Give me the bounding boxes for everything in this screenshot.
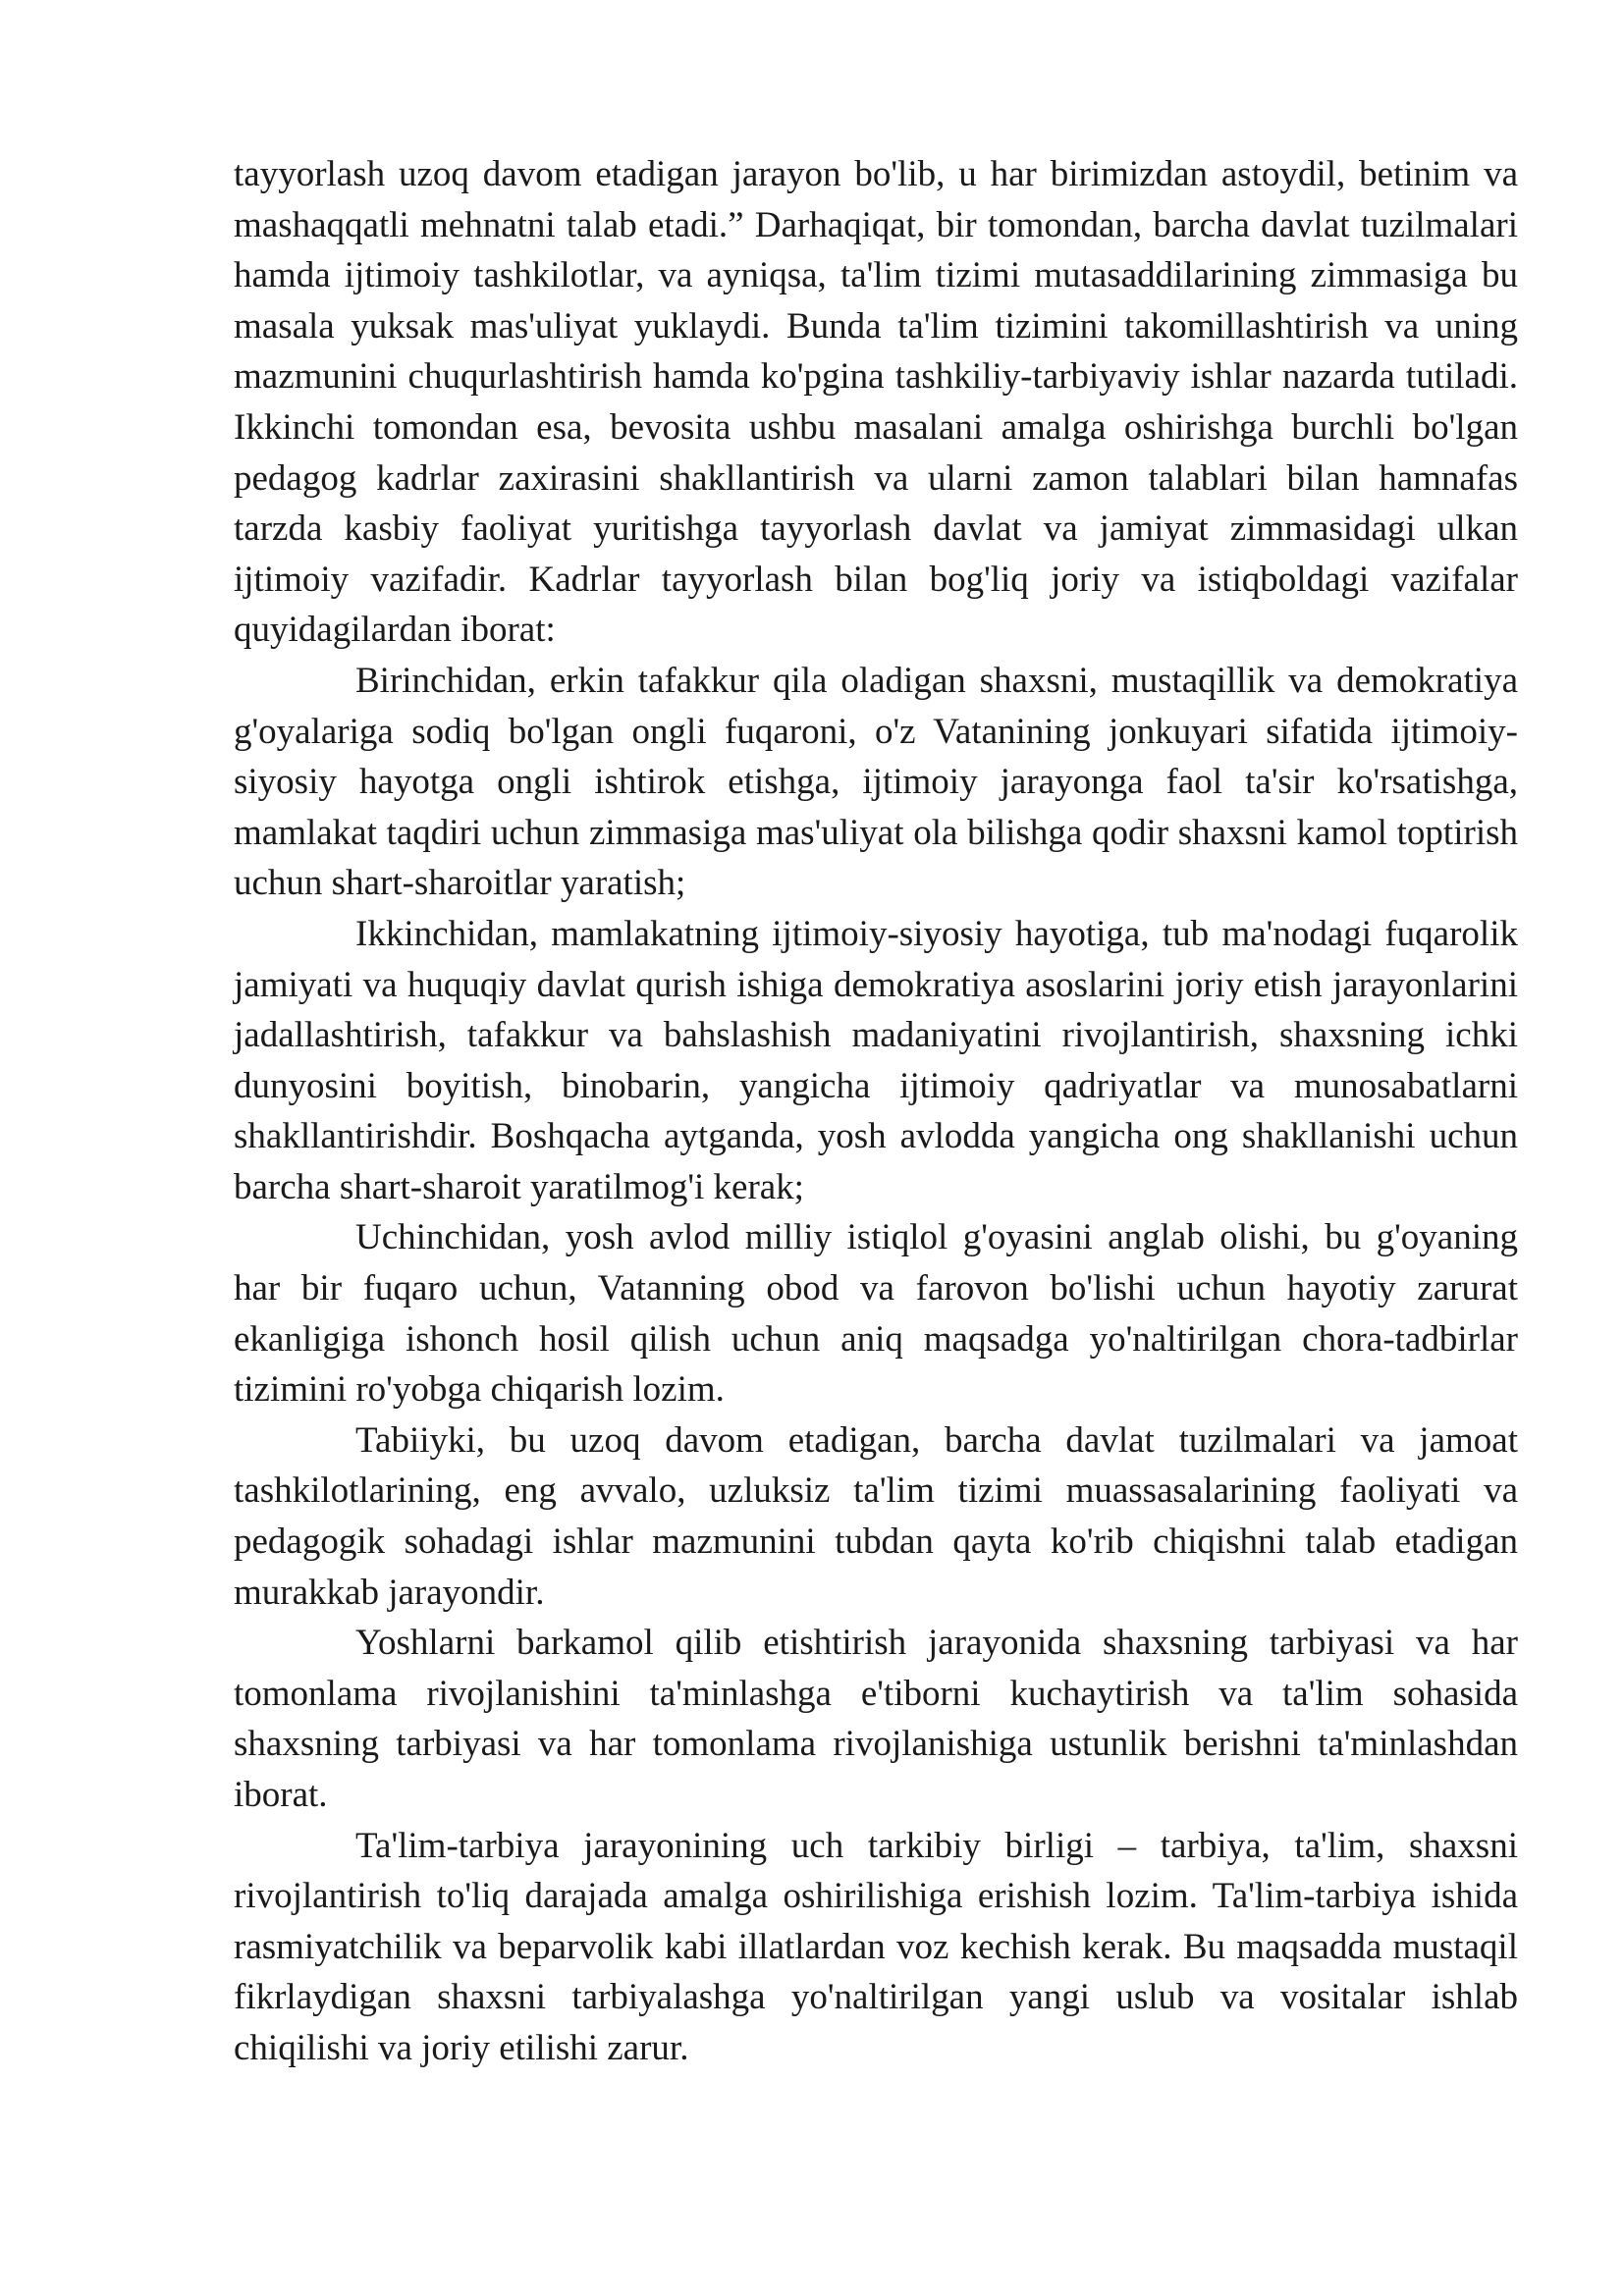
- paragraph-yoshlarni: Yoshlarni barkamol qilib etishtirish jarayonida shaxsning tarbiyasi va har tomonlama rivojlanishini ta'minlashga e'tiborni kuchaytirish va ta'lim sohasida shaxsning tarbiyasi va har tomonlama rivojlanishiga ustunlik berishni ta'minlashdan iborat.: [234, 1623, 1518, 1815]
- body-text: [234, 149, 1518, 2074]
- paragraph-ikkinchidan: Ikkinchidan, mamlakatning ijtimoiy-siyosiy hayotiga, tub ma'nodagi fuqarolik jamiyati va huquqiy davlat qurish ishiga demokratiya asoslarini joriy etish jarayonlarini jadallashtirish, tafakkur va bahslashish madaniyatini rivojlantirish, shaxsning ichki dunyosini boyitish, binobarin, yangicha ijtimoiy qadriyatlar va munosabatlarni shakllantirishdir. Boshqacha aytganda, yosh avlodda yangicha ong shakllanishi uchun barcha shart-sharoit yaratilmog'i kerak;: [234, 913, 1518, 1207]
- paragraph-birinchidan: Birinchidan, erkin tafakkur qila oladigan shaxsni, mustaqillik va demokratiya g'oyalariga sodiq bo'lgan ongli fuqaroni, o'z Vatanining jonkuyari sifatida ijtimoiy-siyosiy hayotga ongli ishtirok etishga, ijtimoiy jarayonga faol ta'sir ko'rsatishga, mamlakat taqdiri uchun zimmasiga mas'uliyat ola bilishga qodir shaxsni kamol toptirish uchun shart-sharoitlar yaratish;: [234, 660, 1518, 904]
- paragraph-uchinchidan: Uchinchidan, yosh avlod milliy istiqlol g'oyasini anglab olishi, bu g'oyaning har bir fuqaro uchun, Vatanning obod va farovon bo'lishi uchun hayotiy zarurat ekanligiga ishonch hosil qilish uchun aniq maqsadga yo'naltirilgan chora-tadbirlar tizimini ro'yobga chiqarish lozim.: [234, 1217, 1518, 1411]
- paragraph-talim-tarbiya: Ta'lim-tarbiya jarayonining uch tarkibiy birligi – tarbiya, ta'lim, shaxsni rivojlantirish to'liq darajada amalga oshirilishiga erishish lozim. Ta'lim-tarbiya ishida rasmiyatchilik va beparvolik kabi illatlardan voz kechish kerak. Bu maqsadda mustaqil fikrlaydigan shaxsni tarbiyalashga yo'naltirilgan yangi uslub va vositalar ishlab chiqilishi va joriy etilishi zarur.: [234, 1825, 1518, 2068]
- paragraph-continuation: tayyorlash uzoq davom etadigan jarayon bo'lib, u har birimizdan astoydil, betinim va mashaqqatli mehnatni talab etadi.” Darhaqiqat, bir tomondan, barcha davlat tuzilmalari hamda ijtimoiy tashkilotlar, va ayniqsa, ta'lim tizimi mutasaddilarining zimmasiga bu masala yuksak mas'uliyat yuklaydi. Bunda ta'lim tizimini takomillashtirish va uning mazmunini chuqurlashtirish hamda ko'pgina tashkiliy-tarbiyaviy ishlar nazarda tutiladi. Ikkinchi tomondan esa, bevosita ushbu masalani amalga oshirishga burchli bo'lgan pedagog kadrlar zaxirasini shakllantirish va ularni zamon talablari bilan hamnafas tarzda kasbiy faoliyat yuritishga tayyorlash davlat va jamiyat zimmasidagi ulkan ijtimoiy vazifadir. Kadrlar tayyorlash bilan bog'liq joriy va istiqboldagi vazifalar quyidagilardan iborat:: [234, 154, 1518, 651]
- paragraph-tabiiyki: Tabiiyki, bu uzoq davom etadigan, barcha davlat tuzilmalari va jamoat tashkilotlarining, eng avvalo, uzluksiz ta'lim tizimi muassasalarining faoliyati va pedagogik sohadagi ishlar mazmunini tubdan qayta ko'rib chiqishni talab etadigan murakkab jarayondir.: [234, 1419, 1518, 1613]
